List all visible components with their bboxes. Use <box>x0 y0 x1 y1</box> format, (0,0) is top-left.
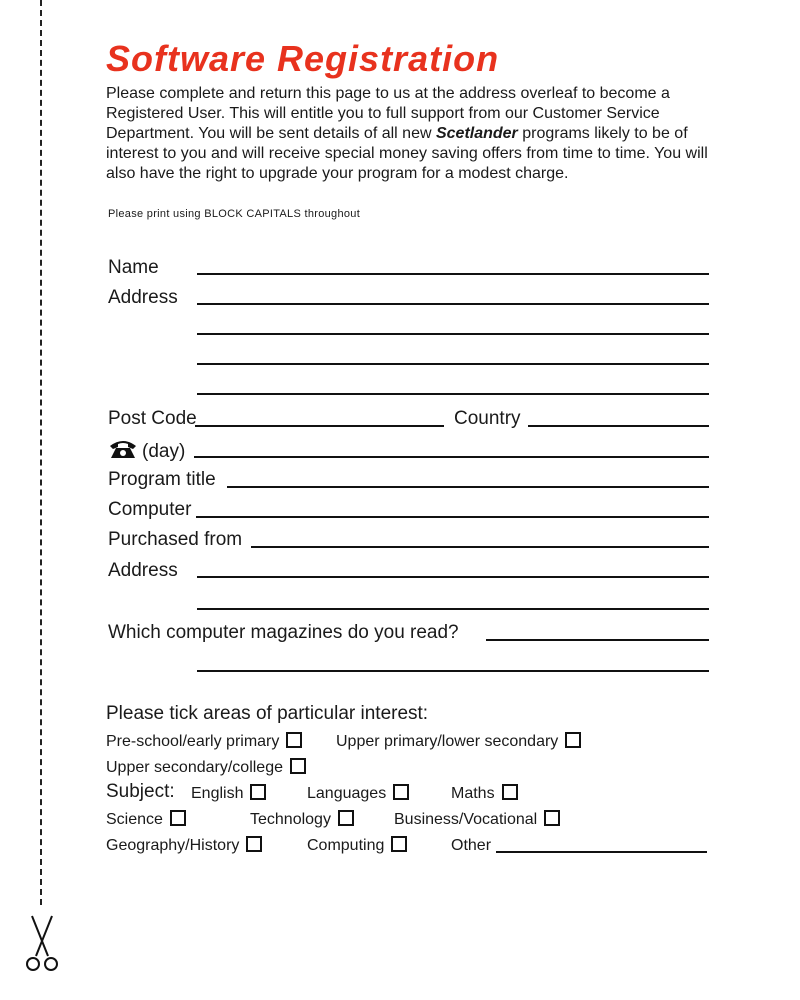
subject-option-other <box>451 836 491 856</box>
checkbox[interactable] <box>544 810 560 826</box>
checkbox[interactable] <box>250 784 266 800</box>
dealer-address-field-line-2[interactable] <box>197 608 709 610</box>
subject-option-languages[interactable] <box>307 784 409 804</box>
subject-option-business[interactable] <box>394 810 560 830</box>
checkbox[interactable] <box>565 732 581 748</box>
phone-label <box>108 438 185 463</box>
country-label: Country <box>454 408 521 429</box>
intro-text-end: programs likely to be of interest to you and will receive special money saving offers from time to time. You will also have the right to upgrade your program for a modest charge. <box>106 125 708 182</box>
intro-paragraph <box>106 84 716 184</box>
interest-option-preschool[interactable] <box>106 732 302 752</box>
checkbox[interactable] <box>502 784 518 800</box>
scissors-icon <box>22 914 62 974</box>
interest-option-upper-primary[interactable] <box>336 732 581 752</box>
phone-field[interactable] <box>194 456 709 458</box>
option-label: Geography/History <box>106 837 240 854</box>
subject-option-geography[interactable] <box>106 836 262 856</box>
other-interest-field[interactable] <box>496 851 707 853</box>
magazines-field-line-1[interactable] <box>486 639 709 641</box>
option-label: English <box>191 785 244 802</box>
subject-label: Subject: <box>106 781 175 802</box>
option-label: Upper secondary/college <box>106 759 283 776</box>
phone-day-text: (day) <box>142 441 186 462</box>
option-label: Pre-school/early primary <box>106 733 280 750</box>
checkbox[interactable] <box>170 810 186 826</box>
checkbox[interactable] <box>290 758 306 774</box>
program-title-label: Program title <box>108 469 216 490</box>
option-label: Languages <box>307 785 387 802</box>
address-field-line-4[interactable] <box>197 393 709 395</box>
purchased-from-label: Purchased from <box>108 529 243 550</box>
computer-label: Computer <box>108 499 192 520</box>
intro-text-start: Please complete and return this page to us at the address overleaf to become a Registered User. This will entitle you to full support from our Customer Service Department. You will be sent details of all new <box>106 85 670 142</box>
interest-option-upper-secondary[interactable] <box>106 758 306 778</box>
subject-option-computing[interactable] <box>307 836 407 856</box>
dealer-address-field-line-1[interactable] <box>197 576 709 578</box>
magazines-label: Which computer magazines do you read? <box>108 622 459 643</box>
option-label: Business/Vocational <box>394 811 538 828</box>
post-code-field[interactable] <box>195 425 444 427</box>
checkbox[interactable] <box>246 836 262 852</box>
computer-field[interactable] <box>196 516 709 518</box>
magazines-field-line-2[interactable] <box>197 670 709 672</box>
dealer-address-label: Address <box>108 560 178 581</box>
instruction-text: Please print using BLOCK CAPITALS throughout <box>108 208 361 220</box>
subject-option-science[interactable] <box>106 810 186 830</box>
address-label: Address <box>108 287 178 308</box>
option-label: Other <box>451 837 492 854</box>
checkbox[interactable] <box>338 810 354 826</box>
option-label: Maths <box>451 785 495 802</box>
address-field-line-2[interactable] <box>197 333 709 335</box>
name-field[interactable] <box>197 273 709 275</box>
option-label: Science <box>106 811 163 828</box>
interests-heading: Please tick areas of particular interest: <box>106 703 429 724</box>
page-title: Software Registration <box>106 38 500 79</box>
name-label: Name <box>108 257 159 278</box>
option-label: Computing <box>307 837 385 854</box>
address-field-line-1[interactable] <box>197 303 709 305</box>
checkbox[interactable] <box>391 836 407 852</box>
purchased-from-field[interactable] <box>251 546 709 548</box>
telephone-icon <box>108 438 138 460</box>
option-label: Technology <box>250 811 331 828</box>
option-label: Upper primary/lower secondary <box>336 733 559 750</box>
subject-option-english[interactable] <box>191 784 266 804</box>
subject-option-technology[interactable] <box>250 810 354 830</box>
checkbox[interactable] <box>393 784 409 800</box>
address-field-line-3[interactable] <box>197 363 709 365</box>
brand-name: Scetlander <box>435 125 518 142</box>
country-field[interactable] <box>528 425 709 427</box>
subject-option-maths[interactable] <box>451 784 518 804</box>
program-title-field[interactable] <box>227 486 709 488</box>
post-code-label: Post Code <box>108 408 197 429</box>
checkbox[interactable] <box>286 732 302 748</box>
cut-line <box>40 0 42 905</box>
